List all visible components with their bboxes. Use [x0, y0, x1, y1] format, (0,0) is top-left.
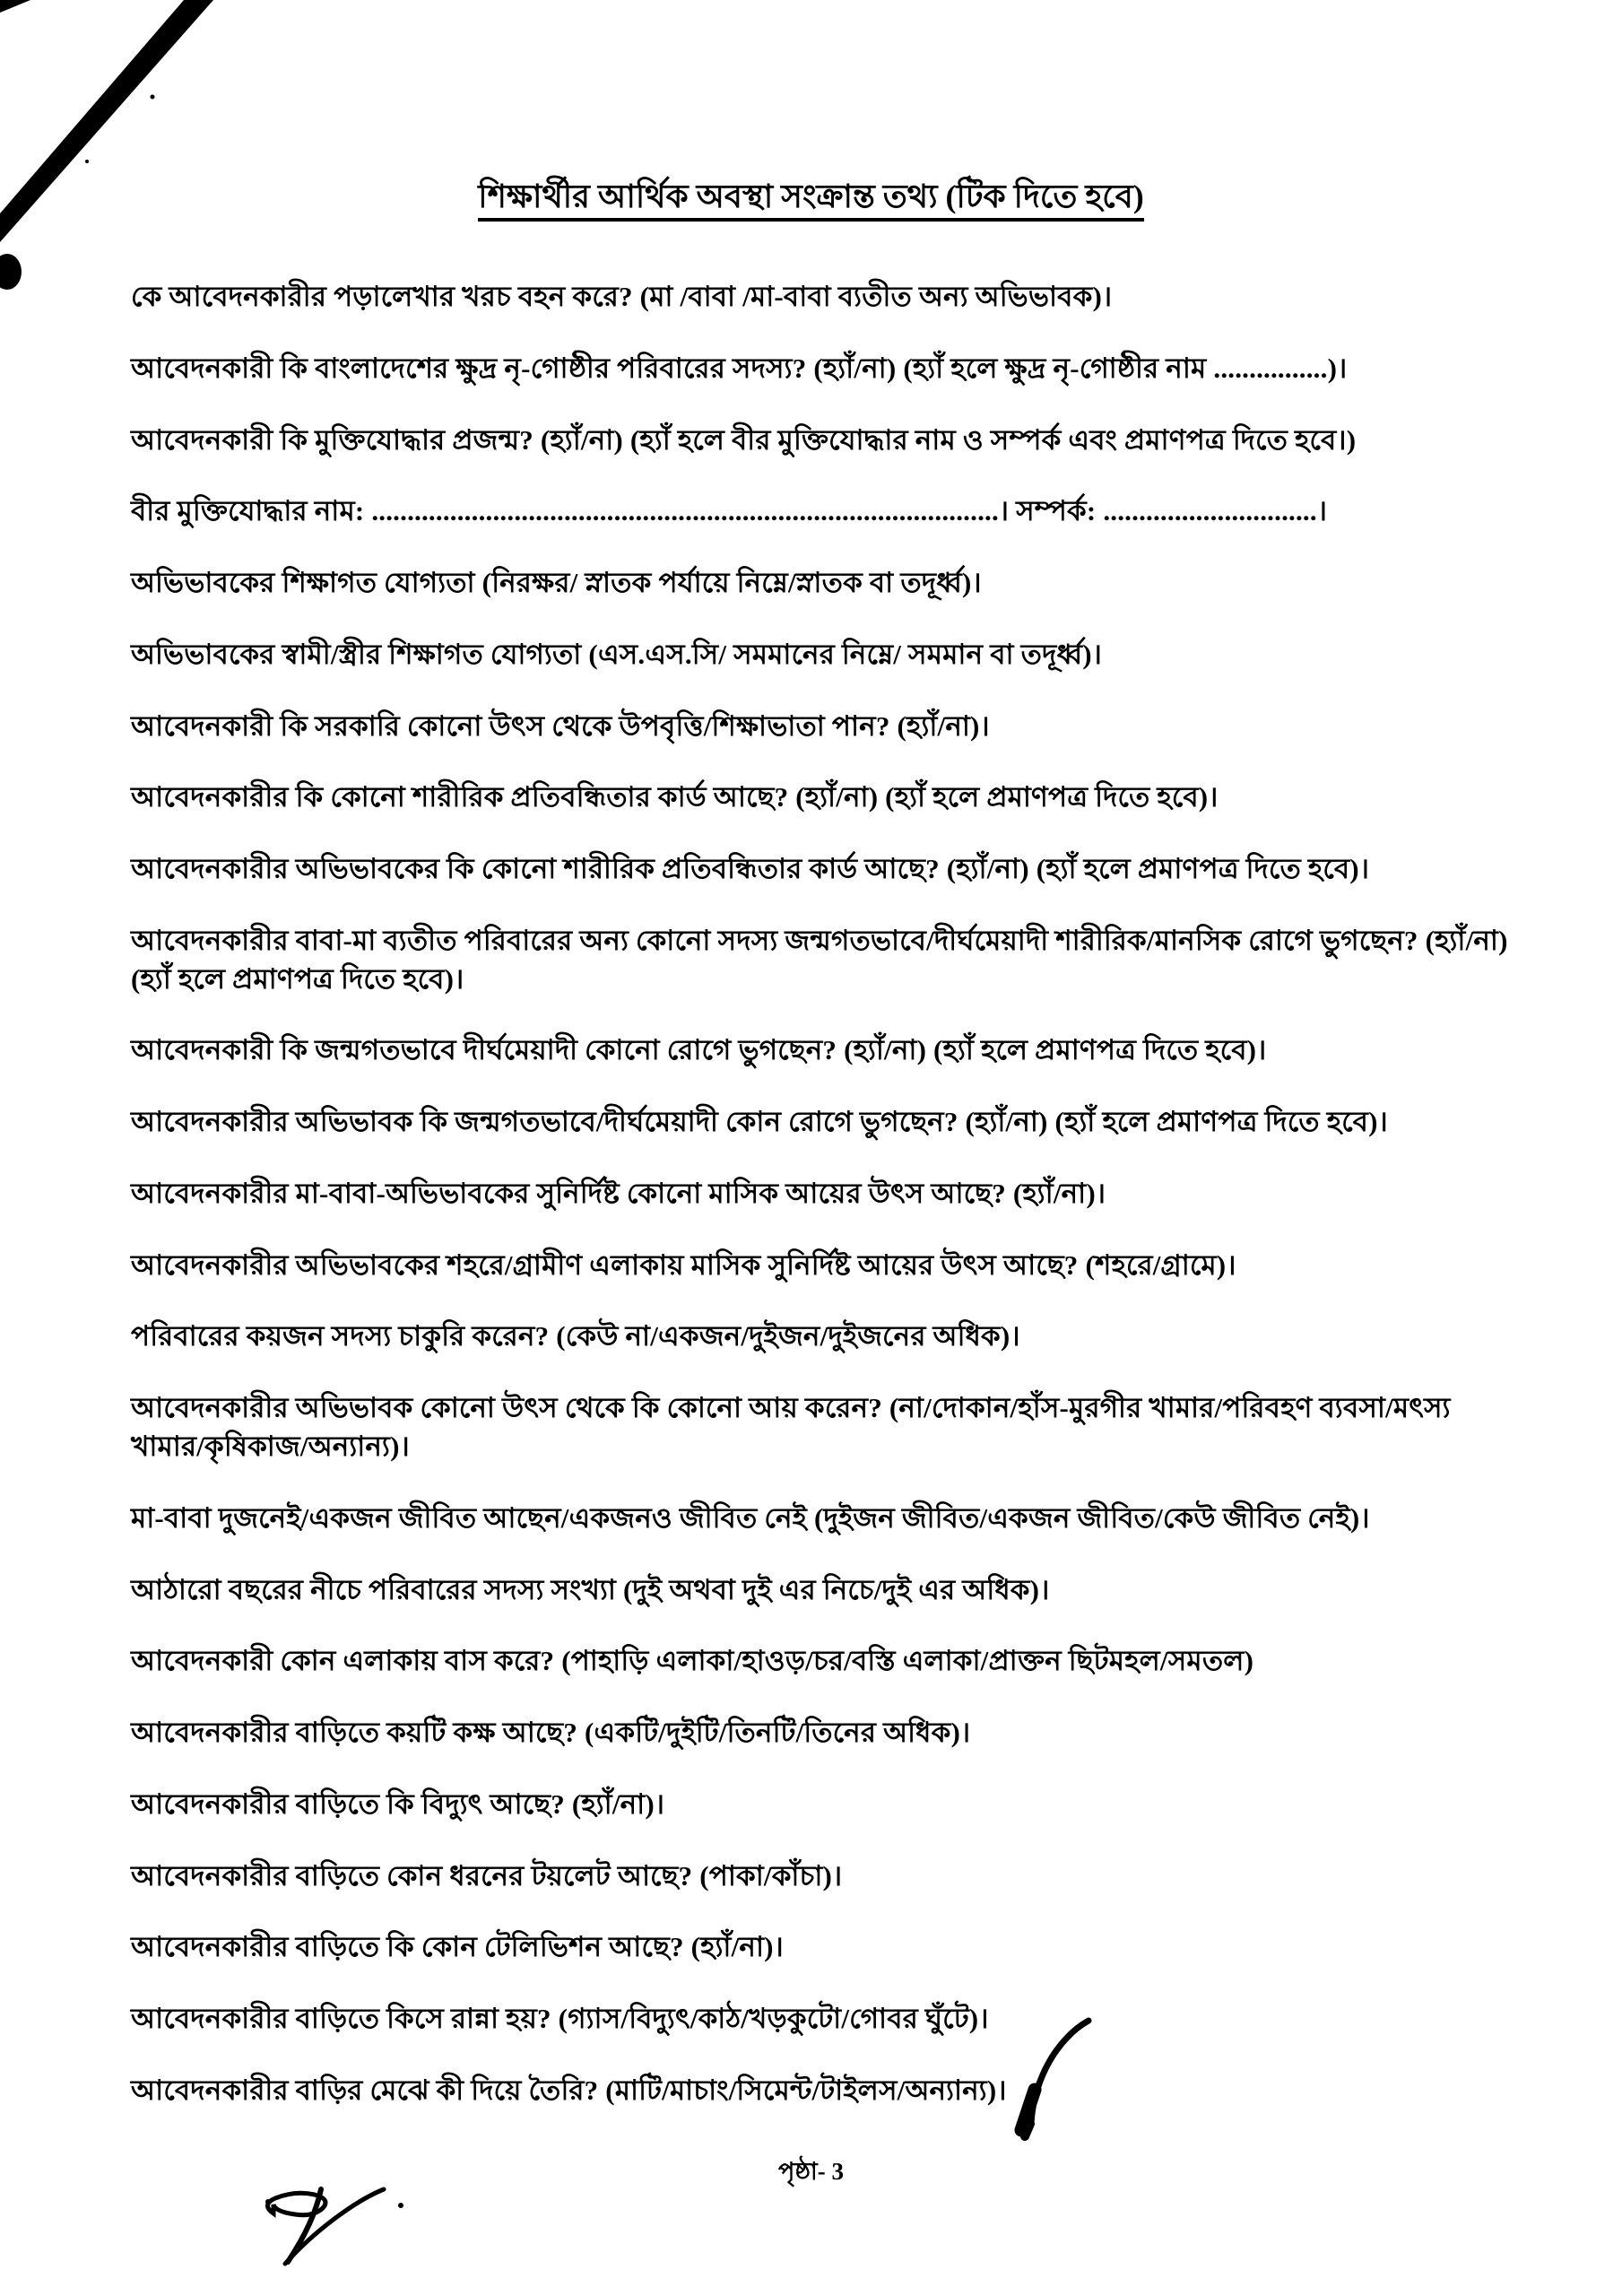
- question-line: আবেদনকারীর বাড়িতে কয়টি কক্ষ আছে? (একটি/দুইটি/তিনটি/তিনের অধিক)।: [131, 1717, 971, 1749]
- question-line: আবেদনকারীর বাড়ির মেঝে কী দিয়ে তৈরি? (মাটি/মাচাং/সিমেন্ট/টাইলস/অন্যান্য)।: [131, 2074, 1007, 2106]
- question-line: আবেদনকারীর বাবা-মা ব্যতীত পরিবারের অন্য কোনো সদস্য জন্মগতভাবে/দীর্ঘমেয়াদী শারীরিক/মানসিক রোগে ভুগছেন? (হ্যাঁ/না) (হ্যাঁ হলে প্রমাণপত্র দিতে হবে)।: [131, 924, 1508, 995]
- page-number: পৃষ্ঠা- 3: [778, 2157, 844, 2185]
- question-line: অভিভাবকের স্বামী/স্ত্রীর শিক্ষাগত যোগ্যতা (এস.এস.সি/ সমমানের নিম্নে/ সমমান বা তদূর্ধ্ব)।: [131, 638, 1103, 670]
- question-line: আবেদনকারীর অভিভাবকের শহরে/গ্রামীণ এলাকায় মাসিক সুনির্দিষ্ট আয়ের উৎস আছে? (শহরে/গ্রামে)।: [131, 1248, 1236, 1281]
- question-line: আবেদনকারীর বাড়িতে কোন ধরনের টয়লেট আছে? (পাকা/কাঁচা)।: [131, 1859, 843, 1892]
- question-line: আবেদনকারীর বাড়িতে কিসে রান্না হয়? (গ্যাস/বিদ্যুৎ/কাঠ/খড়কুটো/গোবর ঘুঁটে)।: [131, 2003, 989, 2035]
- question-line: অভিভাবকের শিক্ষাগত যোগ্যতা (নিরক্ষর/ স্নাতক পর্যায়ে নিম্নে/স্নাতক বা তদূর্ধ্ব)।: [131, 567, 982, 599]
- question-line: আঠারো বছরের নীচে পরিবারের সদস্য সংখ্যা (দুই অথবা দুই এর নিচে/দুই এর অধিক)।: [131, 1573, 1050, 1605]
- page-title-text: শিক্ষার্থীর আর্থিক অবস্থা সংক্রান্ত তথ্য (টিক দিতে হবে): [478, 178, 1143, 222]
- question-line: আবেদনকারীর বাড়িতে কি বিদ্যুৎ আছে? (হ্যাঁ/না)।: [131, 1787, 665, 1820]
- question-line: আবেদনকারীর অভিভাবকের কি কোনো শারীরিক প্রতিবন্ধিতার কার্ড আছে? (হ্যাঁ/না) (হ্যাঁ হলে প্রমাণপত্র দিতে হবে)।: [131, 853, 1370, 885]
- question-line: আবেদনকারী কি জন্মগতভাবে দীর্ঘমেয়াদী কোনো রোগে ভুগছেন? (হ্যাঁ/না) (হ্যাঁ হলে প্রমাণপত্র দিতে হবে)।: [131, 1034, 1267, 1066]
- question-line: আবেদনকারীর মা-বাবা-অভিভাবকের সুনির্দিষ্ট কোনো মাসিক আয়ের উৎস আছে? (হ্যাঁ/না)।: [131, 1177, 1106, 1209]
- question-line: আবেদনকারী কি বাংলাদেশের ক্ষুদ্র নৃ-গোষ্ঠীর পরিবারের সদস্য? (হ্যাঁ/না) (হ্যাঁ হলে ক্ষুদ্র নৃ-গোষ্ঠীর নাম ................)।: [131, 352, 1348, 384]
- question-line: আবেদনকারীর অভিভাবক কোনো উৎস থেকে কি কোনো আয় করেন? (না/দোকান/হাঁস-মুরগীর খামার/পরিবহণ ব্যবসা/মৎস্য খামার/কৃষিকাজ/অন্যান্য)।: [131, 1392, 1451, 1463]
- question-line: মা-বাবা দুজনেই/একজন জীবিত আছেন/একজনও জীবিত নেই (দুইজন জীবিত/একজন জীবিত/কেউ জীবিত নেই)।: [131, 1501, 1370, 1534]
- question-line: আবেদনকারীর কি কোনো শারীরিক প্রতিবন্ধিতার কার্ড আছে? (হ্যাঁ/না) (হ্যাঁ হলে প্রমাণপত্র দিতে হবে)।: [131, 781, 1219, 813]
- question-line: আবেদনকারীর বাড়িতে কি কোন টেলিভিশন আছে? (হ্যাঁ/না)।: [131, 1931, 784, 1963]
- question-line: বীর মুক্তিযোদ্ধার নাম: ........................................................................................। সম্পর্ক: ..............................।: [131, 495, 1328, 527]
- question-line: আবেদনকারীর অভিভাবক কি জন্মগতভাবে/দীর্ঘমেয়াদী কোন রোগে ভুগছেন? (হ্যাঁ/না) (হ্যাঁ হলে প্রমাণপত্র দিতে হবে)।: [131, 1106, 1388, 1138]
- question-line: পরিবারের কয়জন সদস্য চাকুরি করেন? (কেউ না/একজন/দুইজন/দুইজনের অধিক)।: [131, 1320, 1020, 1352]
- question-line: আবেদনকারী কি সরকারি কোনো উৎস থেকে উপবৃত্তি/শিক্ষাভাতা পান? (হ্যাঁ/না)।: [131, 709, 990, 742]
- question-line: কে আবেদনকারীর পড়ালেখার খরচ বহন করে? (মা /বাবা /মা-বাবা ব্যতীত অন্য অভিভাবক)।: [131, 281, 1113, 312]
- question-line: আবেদনকারী কি মুক্তিযোদ্ধার প্রজন্ম? (হ্যাঁ/না) (হ্যাঁ হলে বীর মুক্তিযোদ্ধার নাম ও সম্পর্ক এবং প্রমাণপত্র দিতে হবে।): [131, 423, 1357, 456]
- page-title: [0, 0, 1622, 226]
- question-line: আবেদনকারী কোন এলাকায় বাস করে? (পাহাড়ি এলাকা/হাওড়/চর/বস্তি এলাকা/প্রাক্তন ছিটমহল/সমতল): [131, 1645, 1254, 1677]
- question-list: [131, 278, 1514, 2110]
- handwritten-signature: [265, 2189, 403, 2264]
